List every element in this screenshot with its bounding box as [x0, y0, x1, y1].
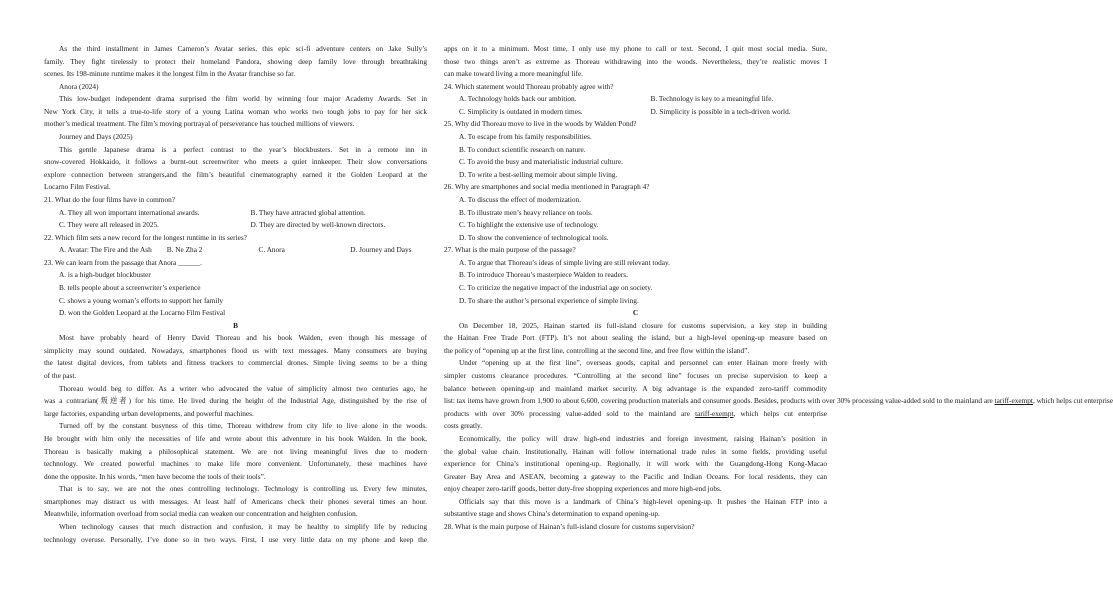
option: C. Simplicity is outdated in modern times. [459, 106, 583, 116]
paragraph-line: Most have probably heard of Henry David Thoreau and his book Walden, even though his message of [59, 333, 427, 343]
option: A. is a high-budget blockbuster [59, 270, 151, 280]
paragraph-line: On December 18, 2025, Hainan started its full-island closure for customs supervision, a key step in building [459, 320, 827, 330]
paragraph-line: simpler customs clearance procedures. “Controlling at the second line” focuses on precise supervision to keep a [444, 371, 827, 381]
paragraph-line: large factories, expanding urban developments, and powerful machines. [44, 408, 254, 418]
paragraph-line [444, 395, 1113, 408]
text-span: products with over 30% processing value-added sold to the mainland are [444, 408, 696, 418]
option: B. To conduct scientific research on nature. [459, 144, 586, 154]
underlined-term: tariff-exempt [994, 396, 1033, 406]
paragraph-line: technology. We created powerful machines to make life more convenient. Unfortunately, these machines have [44, 459, 427, 469]
question: 27. What is the main purpose of the passage? [444, 245, 576, 255]
section-label: C [632, 308, 639, 318]
paragraph-line: done the opposite. In his words, “men have become the tools of their tools”. [44, 471, 266, 481]
text-span: , which helps cut enterprise [1032, 396, 1113, 406]
option: A. Technology holds back our ambition. [459, 94, 577, 104]
option: B. Ne Zha 2 [166, 245, 203, 255]
question: 23. We can learn from the passage that Anora ______. [44, 257, 202, 267]
question: 24. Which statement would Thoreau probably agree with? [444, 81, 614, 91]
option: D. To show the convenience of technological tools. [459, 232, 609, 242]
option: D. To write a best-selling memoir about simple living. [459, 169, 618, 179]
paragraph-line: As the third installment in James Cameron’s Avatar series, this epic sci-fi adventure centers on Jake Sully’s [59, 44, 427, 53]
option: B. To introduce Thoreau’s masterpiece Walden to readers. [459, 270, 628, 280]
film-heading: Anora (2024) [59, 81, 99, 91]
left-column [44, 43, 427, 546]
option: B. To illustrate men’s heavy reliance on tools. [459, 207, 593, 217]
right-column [444, 43, 1113, 534]
paragraph-line: Greater Bay Area and ASEAN, becoming a gateway to the Pacific and Indian Oceans. For local residents, they can [444, 471, 827, 481]
option: D. They are directed by well-known directors. [250, 220, 386, 230]
underlined-term: tariff-exempt [695, 408, 734, 418]
question: 21. What do the four films have in common? [44, 194, 175, 204]
paragraph-line: those two things aren’t as extreme as Thoreau withdrawing into the woods. Nevertheless, they’re realistic moves I [444, 56, 827, 66]
paragraph-line: the Hainan Free Trade Port (FTP). It’s not about sealing the island, but a high-level opening-up measure based on [444, 333, 827, 343]
text-span: , which helps cut enterprise [733, 408, 827, 418]
paragraph-line: Thoreau is basically making a philosophical statement. We are not living meaningful lives due to modern [44, 446, 427, 456]
paragraph-line: substantive stage and shows China’s determination to expand opening-up. [444, 509, 660, 519]
paragraph-line: Turned off by the constant busyness of this time, Thoreau withdrew from city life to live alone in the woods. [59, 421, 427, 431]
option: A. Avatar: The Fire and the Ash [59, 245, 152, 255]
paragraph-line: New York City, it tells a true-to-life story of a young Latina woman who works two tough jobs to pay for her sick [44, 106, 427, 116]
paragraph-line: the global value chain. Institutionally, Hainan will follow international trade rules in some fields, providing useful [444, 446, 827, 456]
option: A. To discuss the effect of modernization. [459, 194, 582, 204]
option: C. To avoid the busy and materialistic industrial culture. [459, 157, 623, 167]
paragraph-line: simplicity may sound outdated. Nowadays, smartphones flood us with text messages. Many consumers are buying [44, 345, 427, 355]
paragraph-line: Officials say that this move is a landmark of China’s high-level opening-up. It pushes the Hainan FTP into a [459, 496, 827, 506]
paragraph-line: smartphones may distract us with messages. At least half of Americans check their phones several times an hour. [44, 496, 427, 506]
paragraph-line: explore connection between strangers,and the film’s beautiful cinematography earned it the Golden Leopard at the [44, 169, 427, 179]
option-row [44, 244, 427, 257]
paragraph-line: was a contrarian(叛逆者) for his time. He lived during the height of the Industrial Age, distinguished by the rise of [44, 396, 427, 406]
paragraph-line: apps on it to a minimum. Most time, I only use my phone to call or text. Second, I quit most social media. Sure, [444, 44, 827, 53]
text-span: list: tax items have grown from 1,900 to about 6,600, covering production materials and consumer goods. Besides, products with over 30% processing value-added sold to the mainland are [444, 396, 995, 406]
paragraph-line: This gentle Japanese drama is a perfect contrast to the year’s blockbusters. Set in a remote inn in [59, 144, 427, 154]
option: C. They were all released in 2025. [59, 220, 159, 230]
option-row [44, 219, 427, 232]
option-row [444, 106, 827, 119]
option: B. Technology is key to a meaningful life. [650, 94, 774, 104]
question: 25. Why did Thoreau move to live in the woods by Walden Pond? [444, 119, 637, 129]
option: D. won the Golden Leopard at the Locarno Film Festival [59, 308, 226, 318]
film-heading: Journey and Days (2025) [59, 132, 133, 142]
question: 22. Which film sets a new record for the longest runtime in its series? [44, 232, 247, 242]
option: C. To highlight the extensive use of technology. [459, 220, 599, 230]
option: D. Journey and Days [350, 245, 412, 255]
paragraph-line: mother’s medical treatment. The film’s moving portrayal of perseverance has touched millions of viewers. [44, 119, 355, 129]
paragraph-line: the latest digital devices, from tablets and fitness trackers to commercial drones. Simple living seems to be a thing [44, 358, 427, 368]
paragraph-line: Meanwhile, information overload from social media can weaken our concentration and heighten confusion. [44, 509, 358, 519]
option: D. To share the author’s personal experience of simple living. [459, 295, 639, 305]
paragraph-line: enjoy cheaper zero-tariff goods, better duty-free shopping experiences and more high-end jobs. [444, 484, 722, 494]
paragraph-line: This low-budget independent drama surprised the film world by winning four major Academy Awards. Set in [59, 94, 427, 104]
section-label: B [233, 320, 238, 330]
option-row [444, 93, 827, 106]
option: A. They all won important international awards. [59, 207, 200, 217]
paragraph-line: Thoreau would beg to differ. As a writer who advocated the value of simplicity almost two centuries ago, he [59, 383, 427, 393]
option: B. tells people about a screenwriter’s experience [59, 282, 201, 292]
paragraph-line: experience for China’s institutional opening-up. Regionally, it will work with the Guangdong-Hong Kong-Macao [444, 459, 827, 469]
paragraph-line: When technology causes that much distraction and confusion, it may be healthy to simplify life by reducing [59, 521, 427, 531]
paragraph-line [444, 408, 827, 421]
option: A. To argue that Thoreau’s ideas of simple living are still relevant today. [459, 257, 670, 267]
paragraph-line: costs greatly. [444, 421, 483, 431]
paragraph-line: family. They fight tirelessly to protect their homeland Pandora, showing deep family love through breathtaking [44, 56, 427, 66]
paragraph-line: Locarno Film Festival. [44, 182, 111, 192]
paragraph-line: technology overuse. Personally, I’ve done so in two ways. First, I use very little data on my phone and keep the [44, 534, 427, 544]
paragraph-line: That is to say, we are not the ones controlling technology. Technology is controlling us. Every few minutes, [59, 484, 427, 494]
option: A. To escape from his family responsibilities. [459, 132, 592, 142]
paragraph-line: can make toward living a more meaningful life. [444, 69, 583, 79]
option: B. They have attracted global attention. [250, 207, 366, 217]
paragraph-line: scenes. Its 198-minute runtime makes it the longest film in the Avatar franchise so far. [44, 69, 296, 79]
paragraph-line: of the past. [44, 371, 77, 381]
paragraph-line: Under “opening up at the first line”, overseas goods, capital and personnel can enter Hainan more freely with [459, 358, 827, 368]
option: C. To criticize the negative impact of the industrial age on society. [459, 282, 653, 292]
paragraph-line: Economically, the policy will draw high-end industries and foreign investment, raising Hainan’s position in [459, 433, 827, 443]
option-row [44, 207, 427, 220]
paragraph-line: the policy of “opening up at the first line, controlling at the second line, and free flow within the island”. [444, 345, 750, 355]
question: 26. Why are smartphones and social media mentioned in Paragraph 4? [444, 182, 650, 192]
paragraph-line: balance between opening-up and mainland market security. A big advantage is the expanded zero-tariff commodity [444, 383, 827, 393]
paragraph-line: He brought with him only the necessities of life and wrote about this adventure in his book Walden. In the book, [44, 433, 427, 443]
question: 28. What is the main purpose of Hainan’s full-island closure for customs supervision? [444, 521, 695, 531]
option: C. shows a young woman’s efforts to support her family [59, 295, 224, 305]
option: D. Simplicity is possible in a tech-driven world. [650, 106, 791, 116]
paragraph-line: snow-covered Hokkaido, it follows a burnt-out screenwriter who meets a quiet innkeeper. Their slow conversations [44, 157, 427, 167]
option: C. Anora [258, 245, 285, 255]
